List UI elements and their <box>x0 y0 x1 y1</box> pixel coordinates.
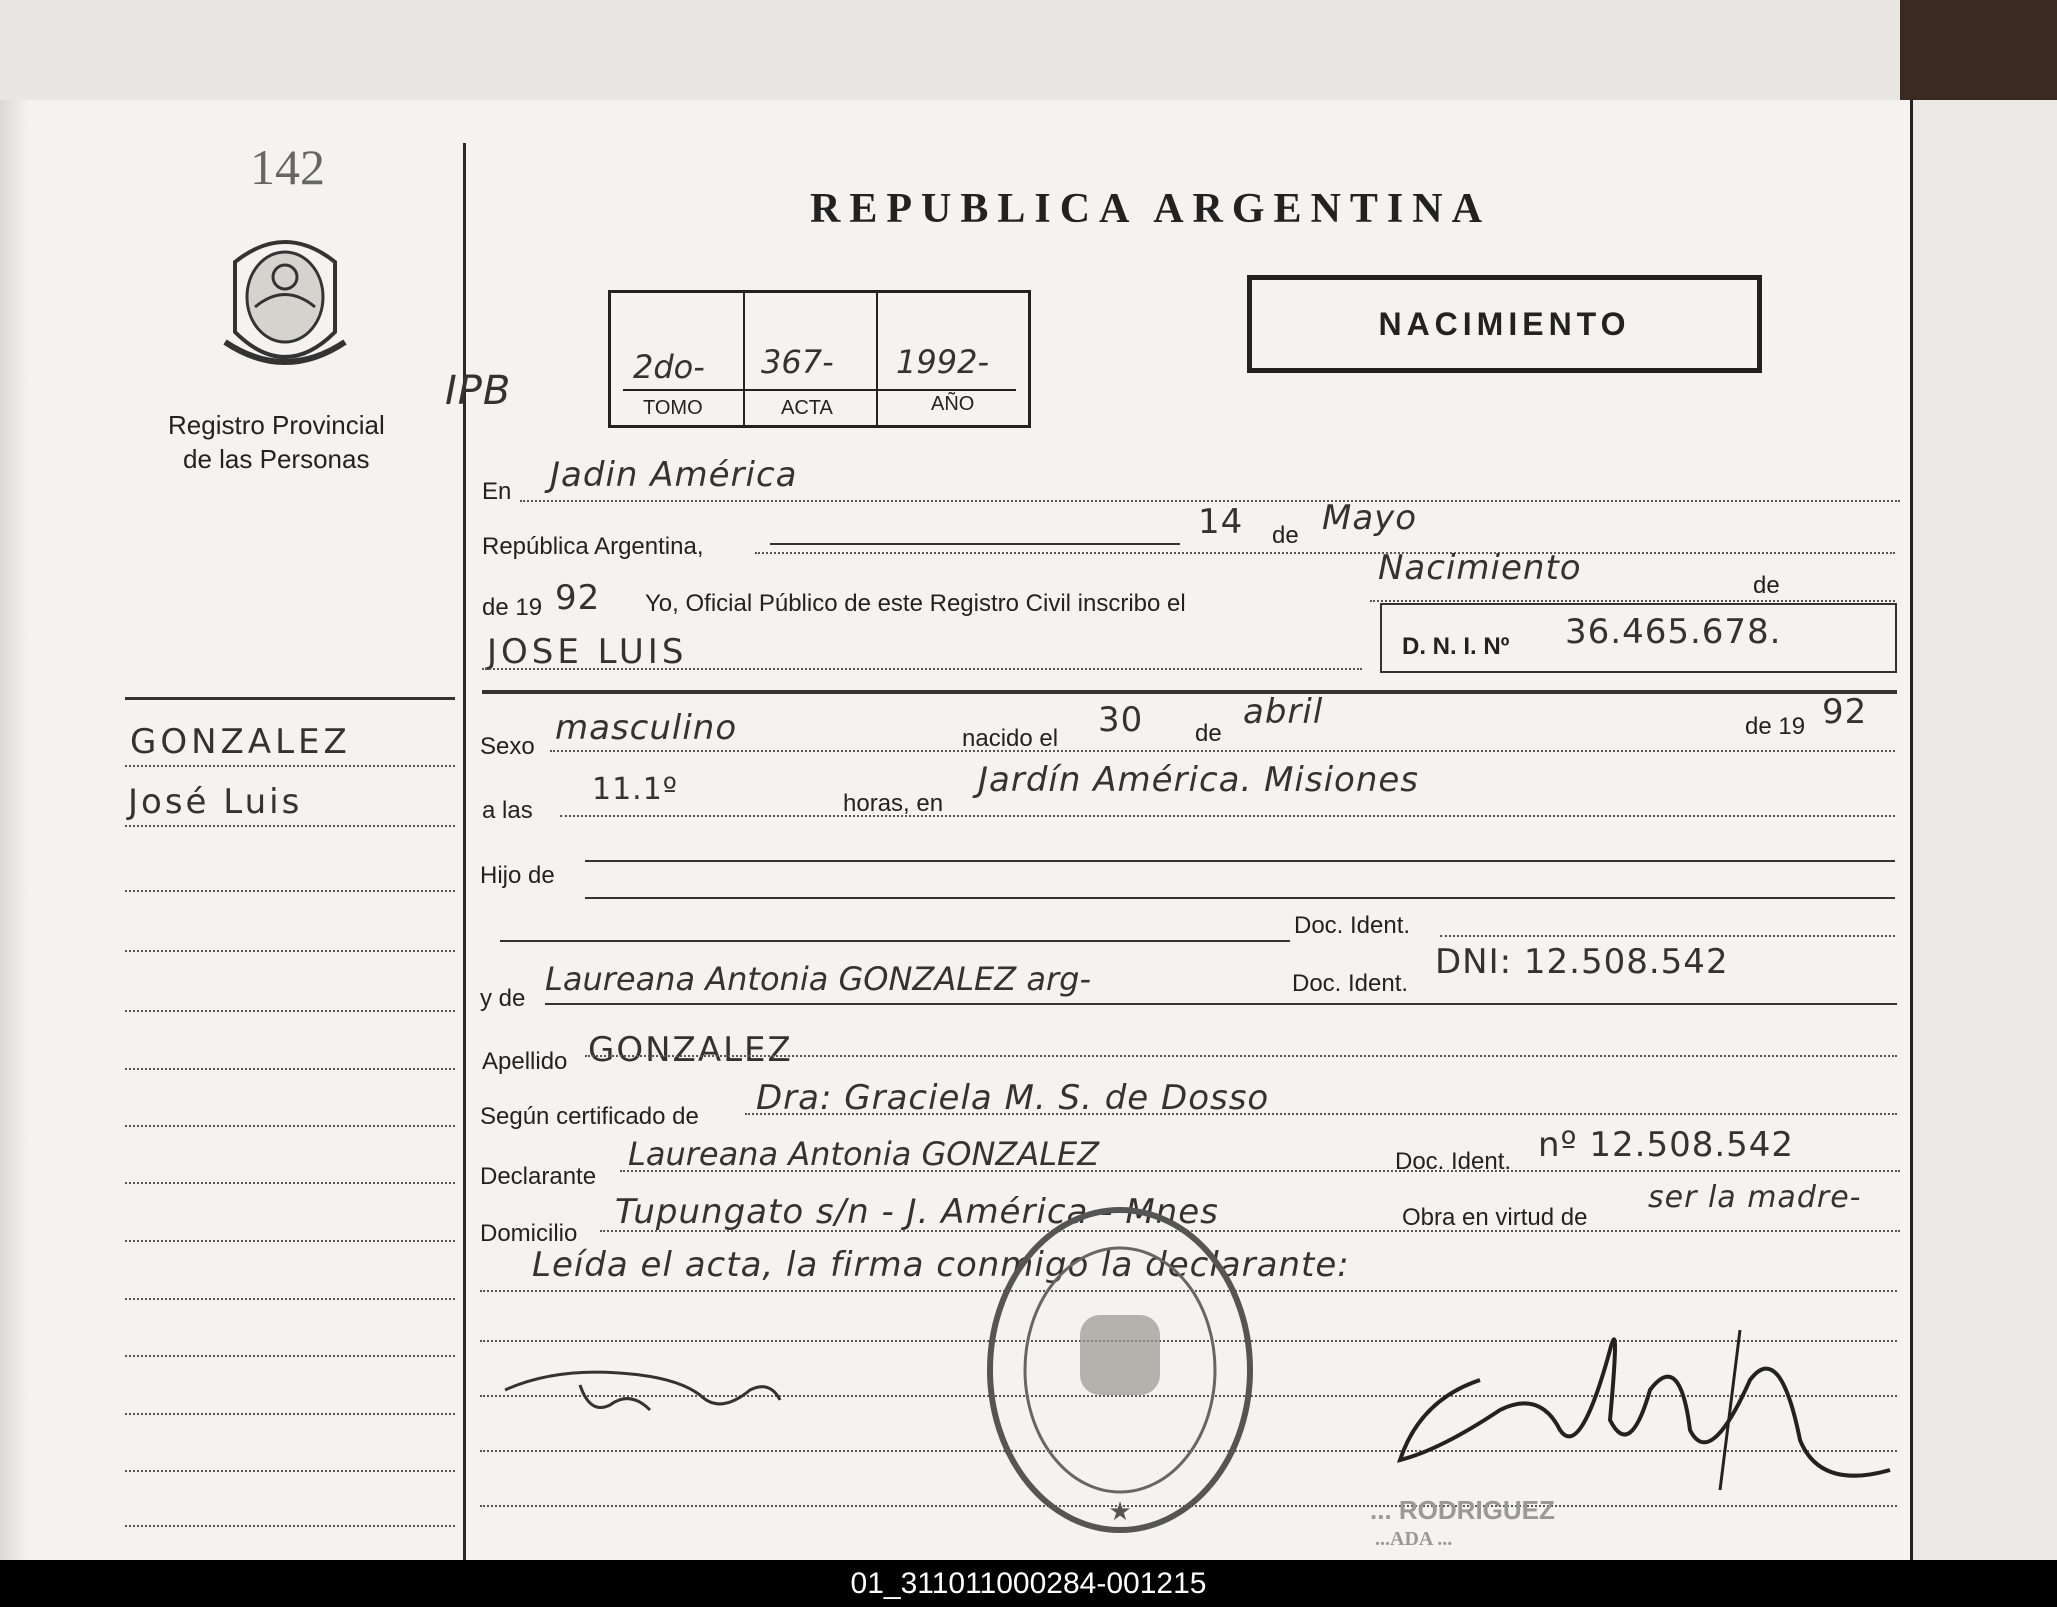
official-seal-icon <box>980 1200 1260 1540</box>
margin-line <box>125 1240 455 1242</box>
apellido-label: Apellido <box>482 1048 568 1075</box>
column-divider <box>463 143 466 1560</box>
acta-value: 367- <box>761 343 834 381</box>
registry-line-2: de las Personas <box>183 444 370 474</box>
image-id-bar: 01_311011000284-001215 <box>0 1560 2057 1607</box>
declarante-value: Laureana Antonia GONZALEZ <box>628 1135 1100 1173</box>
official-stamp-line-1: ... RODRIGUEZ <box>1370 1495 1555 1525</box>
hijo-strike-2 <box>585 897 1895 899</box>
ref-underline <box>623 389 1016 391</box>
page-edge <box>0 100 30 1560</box>
segun-value: Dra: Graciela M. S. de Dosso <box>756 1078 1270 1118</box>
obra-value: ser la madre- <box>1648 1180 1862 1215</box>
sexo-line <box>550 750 1895 752</box>
closing-value: Leída el acta, la firma conmigo la declarante: <box>532 1245 1350 1285</box>
ano-label: AÑO <box>931 393 975 415</box>
en-label: En <box>482 478 512 505</box>
country-title: REPUBLICA ARGENTINA <box>810 186 1491 232</box>
margin-line <box>125 825 455 827</box>
inscribo-line <box>1370 600 1895 602</box>
mother-value: Laureana Antonia GONZALEZ arg- <box>545 960 1091 998</box>
mother-doc-value: DNI: 12.508.542 <box>1435 942 1729 982</box>
page-number: 142 <box>250 139 325 195</box>
sexo-label: Sexo <box>480 733 535 760</box>
margin-line <box>125 1355 455 1357</box>
born-day: 30 <box>1098 700 1144 740</box>
name-line <box>482 668 1362 670</box>
declarante-signature-icon <box>500 1345 800 1425</box>
alas-label: a las <box>482 797 533 824</box>
domicilio-value: Tupungato s/n - J. América - Mnes <box>615 1192 1219 1232</box>
page-right-margin <box>1910 100 2057 1560</box>
official-stamp-line-2: ...ADA ... <box>1375 1528 1453 1550</box>
name-value: JOSE LUIS <box>487 632 688 672</box>
born-de19-label: de 19 <box>1745 713 1806 740</box>
margin-top-rule <box>125 697 455 700</box>
hijo-strike-1 <box>585 860 1895 862</box>
background-corner <box>1900 0 2057 100</box>
month-de-label: de <box>1272 522 1299 549</box>
margin-line <box>125 1125 455 1127</box>
margin-line <box>125 1182 455 1184</box>
margin-line <box>125 765 455 767</box>
ano-value: 1992- <box>896 343 989 381</box>
born-month: abril <box>1243 692 1324 732</box>
tomo-value: 2do- <box>633 348 705 386</box>
hour-value: 11.1º <box>592 772 678 807</box>
de19-label: de 19 <box>482 594 543 621</box>
date-line <box>755 552 1895 554</box>
registry-line-1: Registro Provincial <box>168 410 385 440</box>
tomo-label: TOMO <box>643 397 703 419</box>
svg-text:★: ★ <box>1108 1497 1132 1527</box>
obra-label: Obra en virtud de <box>1402 1204 1588 1231</box>
margin-line <box>125 950 455 952</box>
margin-line <box>125 1525 455 1527</box>
mother-doc-label: Doc. Ident. <box>1292 970 1409 997</box>
dni-label: D. N. I. Nº <box>1402 633 1510 660</box>
born-de-label: de <box>1195 720 1222 747</box>
domicilio-label: Domicilio <box>480 1220 578 1247</box>
place-value: Jardín América. Misiones <box>978 760 1420 800</box>
horas-label: horas, en <box>843 790 944 817</box>
segun-label: Según certificado de <box>480 1103 699 1130</box>
mother-line <box>545 1003 1897 1005</box>
coat-of-arms-icon <box>215 222 355 382</box>
margin-line <box>125 1413 455 1415</box>
father-strike <box>500 940 1290 942</box>
hour-line <box>560 815 1895 817</box>
margin-line <box>125 1010 455 1012</box>
section-rule <box>482 690 1897 694</box>
acta-label: ACTA <box>781 397 833 419</box>
father-doc-line <box>1440 935 1895 937</box>
declarante-doc-value: nº 12.508.542 <box>1538 1125 1795 1165</box>
hijo-label: Hijo de <box>480 862 555 889</box>
official-signature-icon <box>1380 1290 1910 1520</box>
margin-line <box>125 1068 455 1070</box>
declarante-label: Declarante <box>480 1163 597 1190</box>
margin-given-names: José Luis <box>128 782 303 822</box>
margin-line <box>125 1298 455 1300</box>
de-end-label: de <box>1753 572 1780 599</box>
month-value: Mayo <box>1322 498 1418 538</box>
en-value: Jadin América <box>550 455 798 495</box>
day-value: 14 <box>1198 502 1244 542</box>
apellido-line <box>585 1055 1897 1057</box>
oficial-text: Yo, Oficial Público de este Registro Civil inscribo el <box>645 590 1186 617</box>
record-type-box: NACIMIENTO <box>1247 275 1762 373</box>
declarante-doc-label: Doc. Ident. <box>1395 1148 1512 1175</box>
initials-scribble: IPB <box>445 368 512 414</box>
segun-line <box>745 1113 1897 1115</box>
record-ref-box <box>608 290 1031 428</box>
yde-label: y de <box>480 985 526 1012</box>
dni-value: 36.465.678. <box>1565 612 1782 652</box>
margin-line <box>125 890 455 892</box>
margin-surname: GONZALEZ <box>130 722 351 762</box>
sexo-value: masculino <box>555 708 738 748</box>
margin-line <box>125 1470 455 1472</box>
born-year: 92 <box>1822 692 1868 732</box>
father-doc-label: Doc. Ident. <box>1294 912 1411 939</box>
apellido-value: GONZALEZ <box>588 1030 793 1070</box>
declarante-line <box>620 1170 1900 1172</box>
year-value: 92 <box>555 578 601 618</box>
nacido-label: nacido el <box>962 725 1059 752</box>
inscribo-value: Nacimiento <box>1378 548 1582 588</box>
republica-label: República Argentina, <box>482 533 704 560</box>
republica-strike <box>770 543 1180 545</box>
